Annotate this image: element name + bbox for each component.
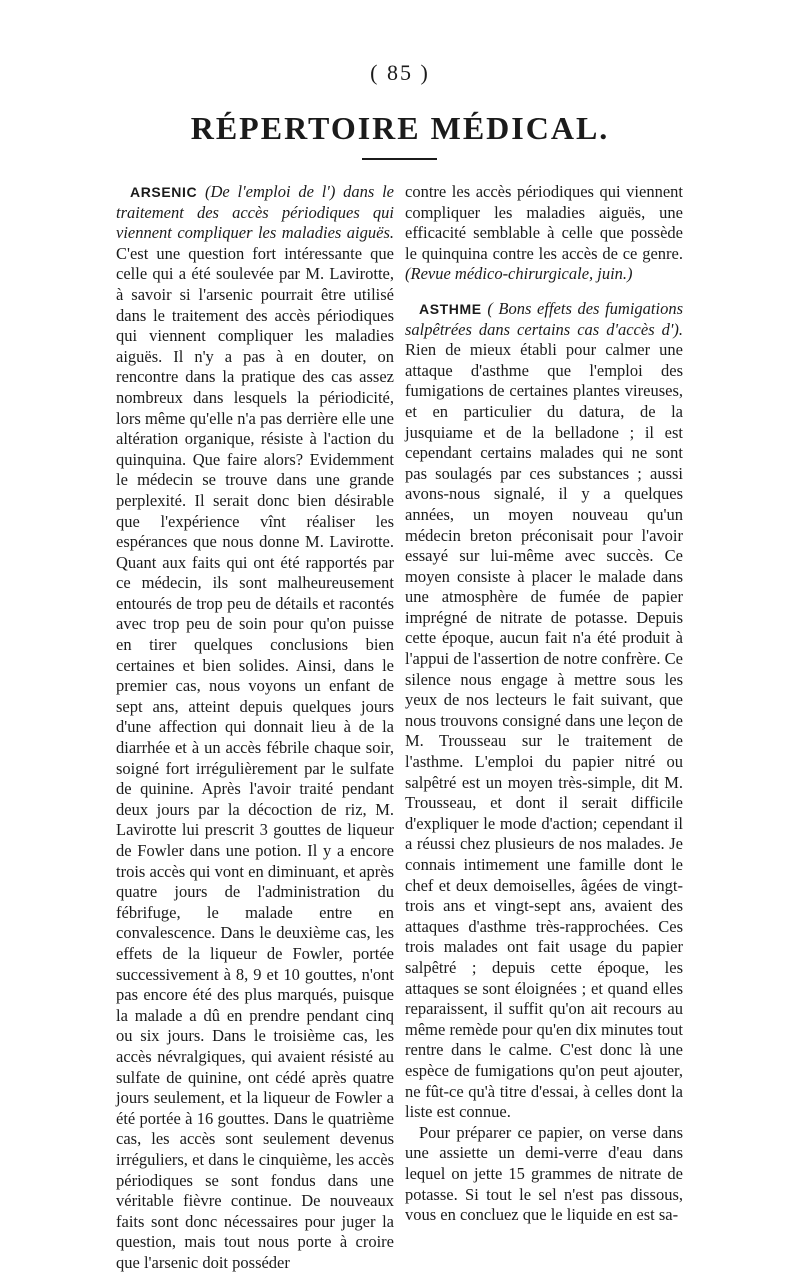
entry-body-asthme: Rien de mieux établi pour calmer une attaque d'asthme que l'emploi des fumigations de certaines plantes vireuses, et en particulier du datura, de la jusquiame et de la belladone ; il est cependant certains malades qui ne sont pas soulagés par ces substances ; aussi avons-nous signalé, il y a quelques années, un moyen nouveau qu'un médecin breton préconisait pour l'avoir essayé sur lui-même avec succès. Ce moyen consiste à placer le malade dans une atmosphère de fumée de papier imprégné de nitrate de potasse. Depuis cette époque, aucun fait n'a été produit à l'appui de l'assertion de notre confrère. Ce silence nous engage à mettre sous les yeux de nos lecteurs le fait suivant, que nous trouvons consigné dans une leçon de M. Trousseau sur le traitement de l'asthme. L'emploi du papier nitré ou salpêtré est un moyen très-simple, dit M. Trousseau, et dont il serait difficile d'expliquer le mode d'action; cependant il a réussi chez plusieurs de nos malades. Je connais intimement une famille dont le chef et deux demoiselles, âgées de vingt-trois ans et vingt-sept ans, avaient des attaques d'asthme très-rapprochées. Ces trois malades ont fait usage du papier salpêtré ; depuis cette époque, les attaques se sont éloignées ; et quand elles reparaissent, il suffit qu'on ait recours au même remède pour qu'en dix minutes tout rentre dans le calme. C'est donc là une espèce de fumigations qu'on peut ajouter, ne fût-ce qu'à titre d'essai, à celles dont la liste est connue. xyxy=(405,340,683,1122)
left-column xyxy=(116,182,394,1273)
right-column xyxy=(405,182,683,1226)
page-title: RÉPERTOIRE MÉDICAL. xyxy=(190,110,610,146)
entry-keyword-arsenic: ARSENIC xyxy=(130,184,198,200)
page-number: ( 85 ) xyxy=(370,60,430,85)
entry-subtitle-arsenic: (De l'emploi de l') dans le traitement des accès périodiques qui viennent compliquer les maladies aiguës. xyxy=(116,182,395,243)
entry-asthme-paragraph-2: Pour préparer ce papier, on verse dans une assiette un demi-verre d'eau dans lequel on jette 15 grammes de nitrate de potasse. Si tout le sel n'est pas dissous, vous en concluez que le liquide en est sa- xyxy=(405,1122,683,1225)
entry-subtitle-asthme: ( Bons effets des fumigations salpêtrées dans certains cas d'accès d'). xyxy=(405,298,683,339)
entry-body-arsenic: C'est une question fort intéressante que celle qui a été soulevée par M. Lavirotte, à savoir si l'arsenic pourrait être utilisé dans le traitement des accès périodiques qui viennent compliquer les maladies aiguës. Il n'y a pas à en douter, on rencontre dans la pratique des cas assez nombreux dans lesquels la périodicité, lors même qu'elle n'a pas derrière elle une altération organique, résiste à l'action du quinquina. Que faire alors? Evidemment le médecin se trouve dans une grande perplexité. Il serait donc bien désirable que l'expérience vînt réaliser les espérances que nous donne M. Lavirotte. Quant aux faits qui ont été rapportés par ce médecin, ils sont malheureusement entourés de trop peu de détails et racontés avec trop peu de soin pour qu'on puisse en tirer quelques conclusions bien certaines et bien solides. Ainsi, dans le premier cas, nous voyons un enfant de sept ans, atteint depuis quelques jours d'une affection qui donnait lieu à de la diarrhée et à un accès fébrile chaque soir, soigné fort irrégulièrement par le sulfate de quinine. Après l'avoir traité pendant deux jours par la décoction de riz, M. Lavirotte lui prescrit 3 gouttes de liqueur de Fowler dans une potion. Il y a encore trois accès qui vont en diminuant, et après quatre jours de l'administration du fébrifuge, le malade entre en convalescence. Dans le deuxième cas, les effets de la liqueur de Fowler, portée successivement à 8, 9 et 10 gouttes, n'ont pas encore été des plus marqués, puisque la malade a dû en prendre pendant cinq ou six jours. Dans le troisième cas, les accès névralgiques, qui avaient résisté au sulfate de quinine, ont cédé après quatre jours seulement, et la liqueur de Fowler a été portée à 16 gouttes. Dans le quatrième cas, les accès sont seulement devenus irréguliers, et dans le cinquième, les accès périodiques se sont fondus dans une véritable fièvre continue. De nouveaux faits sont donc nécessaires pour juger la question, mais tout nous porte à croire que l'arsenic doit posséder xyxy=(116,243,394,1272)
entry-source-arsenic: (Revue médico-chirurgicale, juin.) xyxy=(405,264,633,284)
title-divider xyxy=(362,158,437,160)
entry-body-arsenic-continued: contre les accès périodiques qui viennent compliquer les maladies aiguës, une efficacité semblable à celle que possède le quinquina contre les accès de ce genre. xyxy=(405,182,683,263)
entry-asthme xyxy=(405,299,683,1123)
entry-arsenic xyxy=(116,182,394,1273)
entry-keyword-asthme: ASTHME xyxy=(419,300,482,317)
entry-arsenic-continued xyxy=(405,182,683,285)
